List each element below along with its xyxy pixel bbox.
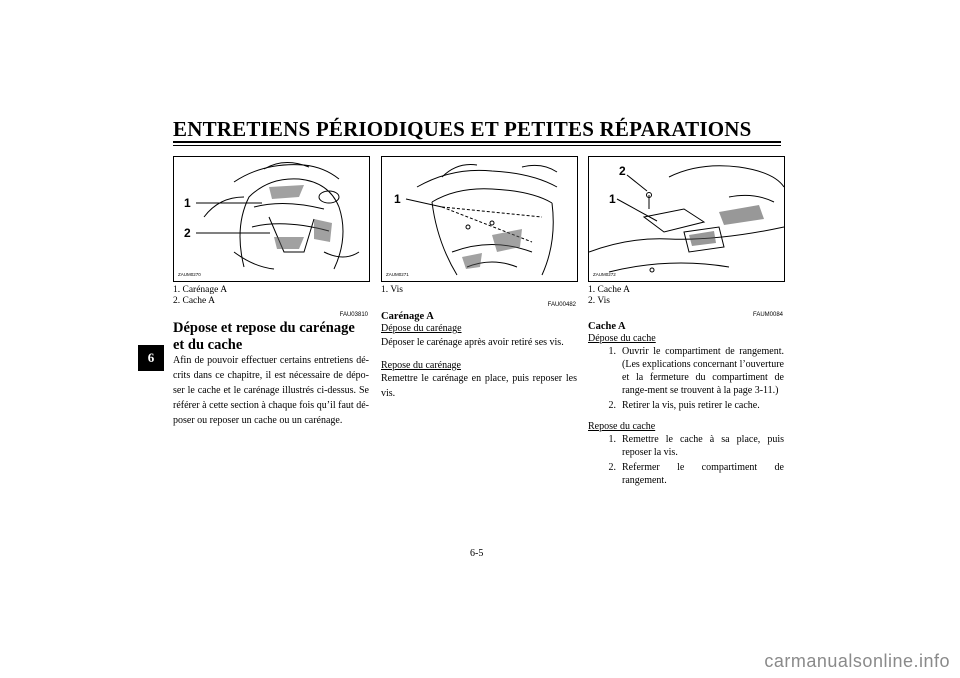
figure-code: ZAUM0271 [386,272,409,277]
removal-title: Dépose du carénage [381,323,462,334]
removal-steps [588,345,784,412]
watermark: carmanualsonline.info [764,651,950,671]
list-item: 2. Refermer le compartiment de rangement. [608,462,784,486]
chapter-tab: 6 [138,345,164,371]
section-heading: Dépose et repose du carénage et du cache [173,320,355,353]
reference-code: FAU00482 [547,302,576,308]
list-item: 1. Remettre le cache à sa place, puis reposer la vis. [608,434,784,458]
list-item: 1. Ouvrir le compartiment de rangement. (Les explications concernant l’ouverture et la fermeture du compartiment de range-ment se trouvent à la page 3-11.) [608,346,784,396]
figure-fairing-cover [173,156,370,282]
caption-item: 2. Cache A [173,296,215,306]
page-number: 6-5 [470,548,484,559]
figure-code: ZAUM0272 [593,272,616,277]
removal-text: Déposer le carénage après avoir retiré ses vis. [381,337,564,348]
reference-code: FAU03810 [339,312,368,318]
reference-code: FAUM0084 [752,312,783,318]
callout-2: 2 [184,226,191,240]
caption-item: 1. Vis [381,285,403,295]
caption-item: 1. Carénage A [173,285,228,295]
fairing-screws-illustration [382,157,577,281]
subsection-heading: Carénage A [381,311,434,322]
callout-1: 1 [184,196,191,210]
page-title: ENTRETIENS PÉRIODIQUES ET PETITES RÉPARATIONS [173,117,752,141]
figure-code: ZAUM0270 [178,272,201,277]
title-rule-thin [173,145,781,146]
install-text: Remettre le carénage en place, puis reposer les vis. [381,373,577,399]
figure-fairing-screws [381,156,578,282]
caption-list [381,285,403,296]
title-rule [173,141,781,143]
install-title: Repose du carénage [381,360,461,371]
scooter-front-illustration [174,157,369,281]
caption-item: 2. Vis [588,296,610,306]
caption-list [588,285,630,307]
caption-list [173,285,227,307]
section-body: Afin de pouvoir effectuer certains entretiens dé-crits dans ce chapitre, il est nécessaire de dépo-ser le cache et le carénage illustrés ci-dessus. Se référer à cette section à chaque fois qu’il faut dé-poser ou reposer un cache ou un carénage. [173,355,369,426]
install-title: Repose du cache [588,421,656,432]
install-steps [588,433,784,487]
callout-2: 2 [619,164,626,178]
callout-1: 1 [394,192,401,206]
cover-a-illustration [589,157,784,281]
removal-title: Dépose du cache [588,333,656,344]
caption-item: 1. Cache A [588,285,630,295]
callout-1: 1 [609,192,616,206]
subsection-heading: Cache A [588,321,626,332]
figure-cover-a [588,156,785,282]
list-item: 2. Retirer la vis, puis retirer le cache. [608,400,760,411]
